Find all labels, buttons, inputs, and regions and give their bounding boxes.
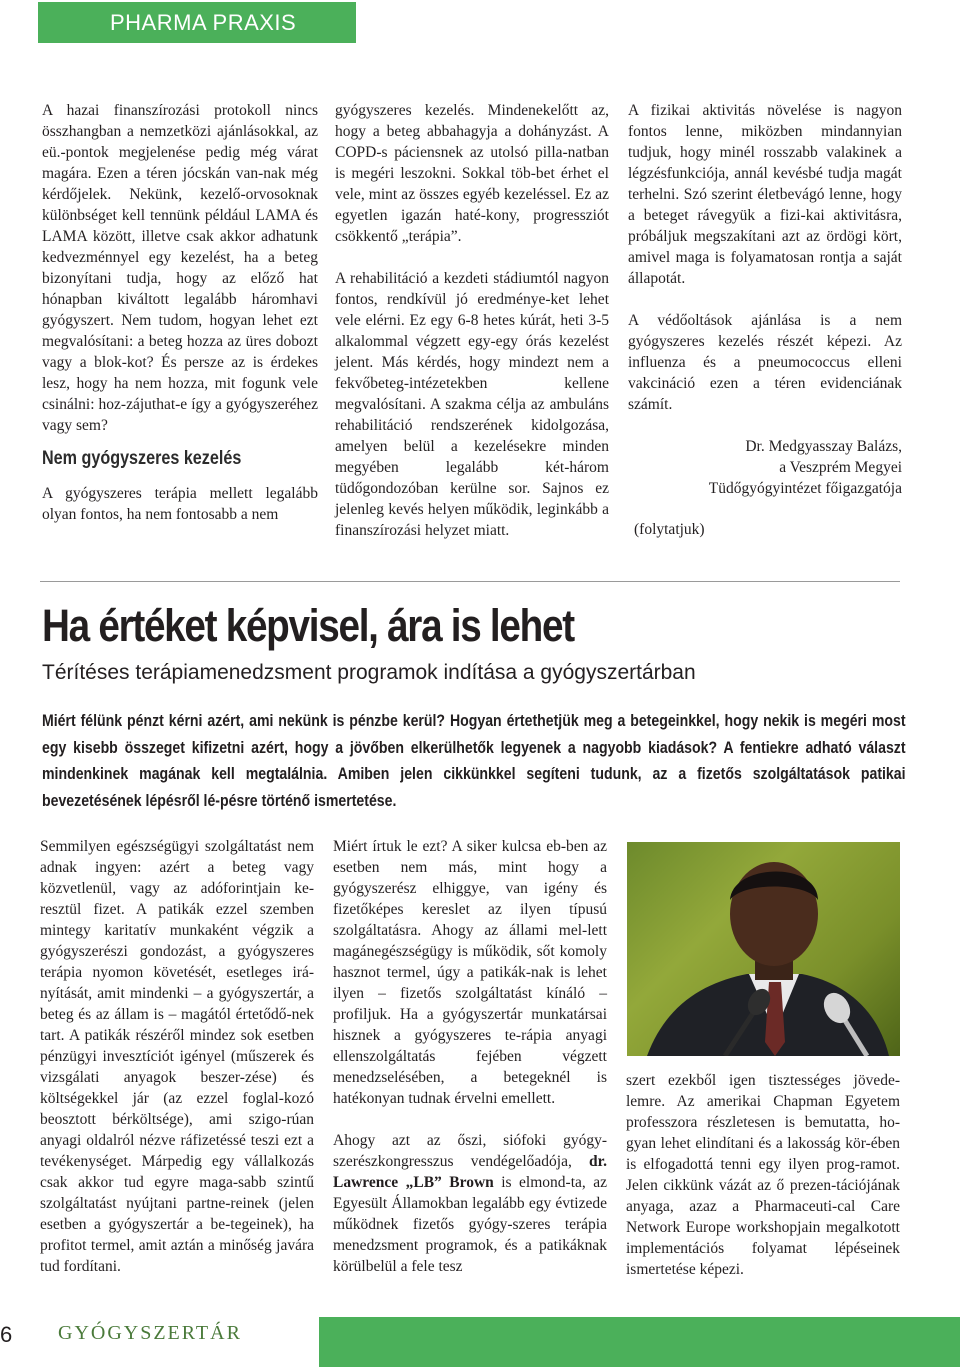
- paragraph: A gyógyszeres terápia mellett legalább olyan fontos, ha nem fontosabb a nem: [42, 485, 318, 523]
- section-divider: [40, 581, 900, 582]
- text-run: Ahogy azt az őszi, siófoki gyógy-szerészkongresszus vendégelőadója,: [333, 1132, 607, 1170]
- paragraph: A rehabilitáció a kezdeti stádiumtól nagyon fontos, rendkívül jó eredménye-ket lehet vele elérni. Ez egy 6-8 hetes kúrát, heti 3-5 alkalommal végzett egy-egy órás kezelést jelent. Más kérdés, hogy mindezt nem a fekvőbeteg-intézetekben kellene megvalósítani. A szakma célja az ambuláns rehabilitáció rendszerének kidolgozása, amelyen belül a kezelésekre minden megyében legalább két-három tüdőgondozóban kerülne sor. Sajnos ez jelenleg kevés helyen működik, leginkább a finanszírozási helyzet miatt.: [335, 270, 609, 539]
- continued-note: (folytatjuk): [634, 521, 705, 538]
- speaker-illustration: [627, 842, 900, 1056]
- article-column-3: [626, 1070, 900, 1280]
- paragraph: Miért írtuk le ezt? A siker kulcsa eb-ben az esetben nem más, mint hogy a gyógyszerész elhiggye, van igény és fizetőképes kereslet az ilyen típusú szolgáltatásra. Ahogy az állami mel-lett magánegészségügy is működik, sőt komoly hasznot termel, úgy a patikák-nak is lehet ilyen – fizetős szolgáltatást kínáló – profiljuk. Ha a gyógyszertár munkatársai hisznek a gyógyszeres te-rápia anyagi ellenszolgáltatás fejében végzett menedzselésében, a betegeknél is hatékonyan tudnak érvelni emellett.: [333, 838, 607, 1107]
- author-affiliation-1: a Veszprém Megyei: [779, 459, 902, 476]
- subheading-non-drug-treatment: Nem gyógyszeres kezelés: [42, 448, 242, 469]
- paragraph: [333, 1130, 607, 1277]
- article-column-1: [40, 836, 314, 1277]
- footer-band: [319, 1317, 960, 1367]
- top-column-2: [335, 100, 609, 541]
- top-column-3: [628, 100, 902, 540]
- speaker-name: dr. Lawrence „LB” Brown: [333, 1153, 607, 1191]
- section-title: PHARMA PRAXIS: [110, 10, 297, 35]
- author-affiliation-2: Tüdőgyógyintézet főigazgatója: [708, 480, 902, 497]
- page-number: 6: [0, 1322, 13, 1347]
- paragraph: szert ezekből igen tisztességes jövede-lemre. Az amerikai Chapman Egyetem professzora részletesen is bemutatta, ho-gyan lehet elindítani és a lakosság kör-ében is elfogadottá tenni egy ilyen prog-ramot. Jelen cikkünk vázát az ő prezen-tációjának anyaga, azaz a Pharmaceuti-cal Care Network Europe workshopjain megalkotott implementációs folyamat lépéseinek ismertetése képezi.: [626, 1072, 900, 1278]
- text-run: is elmond-ta, az Egyesült Államokban legalább egy évtizede működnek fizetős gyógy-szeres terápia menedzsment programok, és a patikáknak körülbelül a fele tesz: [333, 1174, 607, 1275]
- author-signature: [628, 436, 902, 499]
- author-name: Dr. Medgyasszay Balázs,: [745, 438, 902, 455]
- paragraph: A hazai finanszírozási protokoll nincs összhangban a nemzetközi ajánlásokkal, az eü.-pontok megjelenése pedig még várat magára. Ezen a téren jócskán van-nak még kérdőjelek. Nekünk, kezelő-orvosoknak különbséget kell tennünk például LAMA és LAMA között, illetve csak akkor adhatunk kedvezménnyel egy kezelést, ha a beteg bizonyítani tudja, hogy az előző hat hónapban kiváltott legalább háromhavi gyógyszert. Nem tudom, hogyan lehet ezt megvalósítani: a beteg hozza az üres dobozt vagy a blok-kot? És persze az is érdekes lesz, hogy ha nem hozza, mit fogunk vele csinálni: hoz-zájuthat-e így a gyógyszeréhez vagy sem?: [42, 102, 318, 434]
- top-column-1: [42, 100, 318, 525]
- article-title: Ha értéket képvisel, ára is lehet: [42, 600, 574, 651]
- speaker-photo: [627, 842, 900, 1056]
- article-column-2: [333, 836, 607, 1277]
- article-subtitle: Térítéses terápiamenedzsment programok indítása a gyógyszertárban: [42, 661, 696, 684]
- paragraph: gyógyszeres kezelés. Mindenekelőtt az, hogy a beteg abbahagyja a dohányzást. A COPD-s páciensnek az utolsó pilla-natban is megéri leszokni. Sokkal töb-bet érhet el vele, mint az összes egyéb kezeléssel. Ez az egyetlen igazán haté-kony, progressziót csökkentő „terápia”.: [335, 102, 609, 245]
- paragraph: A fizikai aktivitás növelése is nagyon fontos lenne, miközben mindannyian tudjuk, hogy minél rosszabb valakinek a légzésfunkciója, annál kevésbé tudja magát terhelni. Szó szerint életbevágó lenne, hogy a beteget rávegyük a fizi-kai aktivitásra, próbáljuk megszakítani azt az ördögi kört, amivel maga is folyamatosan rontja a saját állapotát.: [628, 102, 902, 287]
- magazine-name: GYÓGYSZERTÁR: [58, 1322, 242, 1344]
- article-lead: Miért félünk pénzt kérni azért, ami nekünk is pénzbe kerül? Hogyan értethetjük meg a betegeinkkel, hogy nekik is megéri most egy kisebb összeget kifizetni azért, hogy a jövőben elkerülhetők legyenek a nagyobb kiadások? A fentiekre adható választ mindenkinek magának kell megtalálnia. Amiben jelen cikkünkkel segíteni tudunk, az a fizetős szolgáltatások patikai bevezetésének lépésről lé-pésre történő ismertetése.: [42, 712, 906, 810]
- paragraph: A védőoltások ajánlása is a nem gyógyszeres kezelés részét képezi. Az influenza és a pneumococcus elleni vakcináció ezen a téren evidenciának számít.: [628, 312, 902, 413]
- paragraph: Semmilyen egészségügyi szolgáltatást nem adnak ingyen: azért a beteg vagy közvetlenül, vagy az adóforintjain ke-resztül fizet. A patikák ezzel szemben mintegy karitatív munkaként végzik a gyógyszerészi gondozást, a gyógyszeres terápia nyomon követését, esetleges irá-nyítását, amit mindenki – a gyógyszertár, a beteg és az állam is – magától értetődő-nek tart. A patikák részéről mindez sok esetben pénzügyi invesztíciót igényel (műszerek és vizsgálati anyagok beszer-zése) és költségekkel jár (az ezzel foglal-kozó beosztott bérköltsége), ami szigo-rúan anyagi oldalról nézve ráfizetéssé teszi ezt a tevékenységet. Márpedig egy vállalkozás csak akkor tud egyre maga-sabb szintű szolgáltatást nyújtani partne-reinek (jelen esetben a gyógyszertár a be-tegeinek), ha profitot termel, amit aztán a minőség javára tud fordítani.: [40, 838, 314, 1275]
- section-header-band: [38, 2, 356, 43]
